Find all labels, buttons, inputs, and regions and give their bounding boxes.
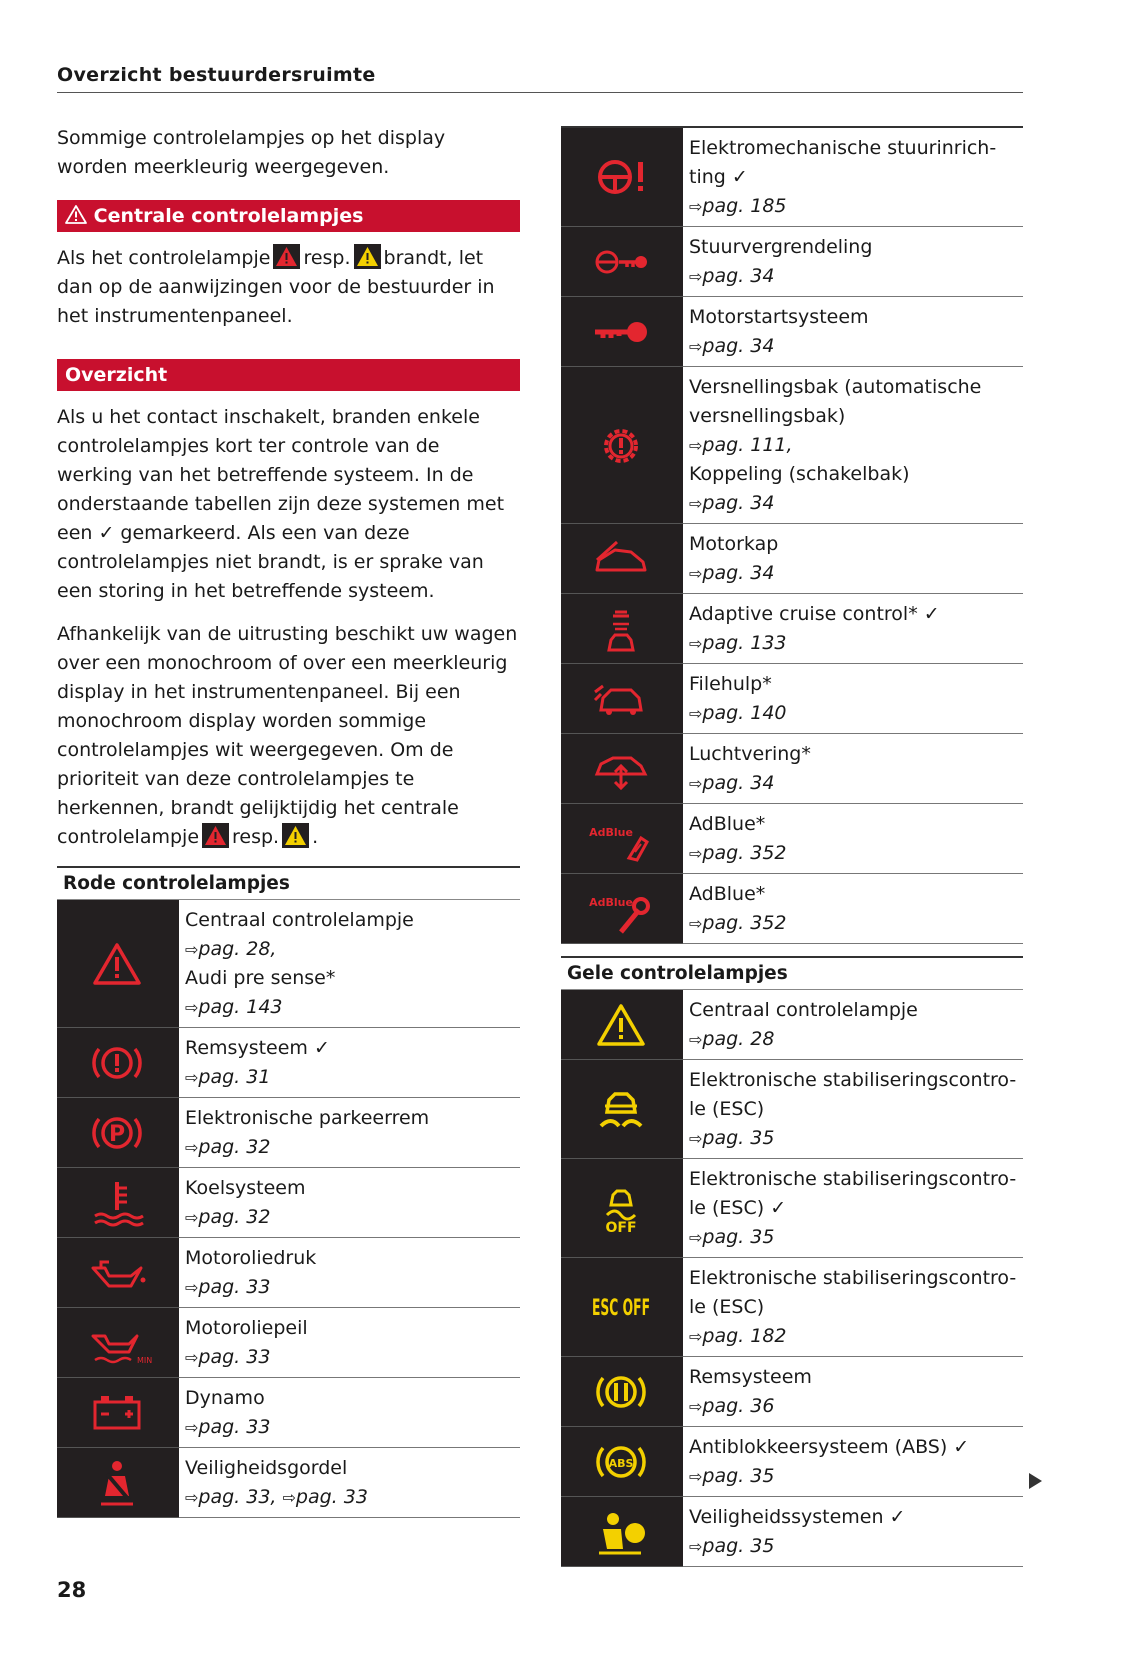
lamp-icon-cell: [57, 1378, 179, 1448]
lamp-icon-cell: [561, 524, 683, 594]
icon-label: AdBlue: [589, 895, 633, 909]
lamp-label: versnellingsbak): [689, 405, 846, 427]
lamp-row: [561, 664, 1023, 734]
lamp-label: Remsysteem: [689, 1366, 812, 1388]
yellow-lamps-title: Gele controlelampjes: [561, 956, 1023, 990]
lamp-row: [561, 1258, 1023, 1357]
lamp-icon-cell: [57, 1238, 179, 1308]
oil-pressure-icon: [87, 1246, 149, 1300]
lamp-label: Veiligheidsgordel: [185, 1457, 348, 1479]
page-reference-link[interactable]: ⇨pag. 35: [689, 1465, 775, 1487]
page-number: 28: [57, 1578, 87, 1602]
lamp-row: [57, 1308, 520, 1378]
svg-text:P: P: [108, 1121, 126, 1147]
arrow-right-icon: ⇨: [689, 844, 703, 863]
parking-brake-icon: [87, 1106, 149, 1160]
lamp-icon-cell: [561, 297, 683, 367]
arrow-right-icon: ⇨: [185, 1488, 199, 1507]
lamp-label: Koppeling (schakelbak): [689, 463, 910, 485]
lamp-icon-cell: [57, 1028, 179, 1098]
lamp-row: [561, 1060, 1023, 1159]
overview-text-part: resp.: [232, 826, 280, 848]
yellow-warning-inline-icon: [354, 244, 381, 269]
lamp-row: [561, 367, 1023, 524]
lamp-icon-cell: [561, 227, 683, 297]
lamp-label: Koelsysteem: [185, 1177, 306, 1199]
page-reference-link[interactable]: ⇨pag. 34: [689, 335, 775, 357]
page-reference-link[interactable]: ⇨pag. 34: [689, 562, 775, 584]
lamp-icon-cell: [57, 900, 179, 1028]
lamp-description: [683, 804, 1023, 874]
lamp-description: [179, 900, 520, 1028]
lamp-icon-cell: [57, 1308, 179, 1378]
arrow-right-icon: ⇨: [689, 1537, 703, 1556]
lamp-row: [561, 594, 1023, 664]
lamp-icon-cell: [57, 1168, 179, 1238]
svg-text:MIN: MIN: [137, 1355, 153, 1365]
header-rule: [57, 92, 1023, 93]
page-reference-link[interactable]: ⇨pag. 32: [185, 1136, 271, 1158]
page-reference-link[interactable]: ⇨pag. 28: [689, 1028, 775, 1050]
lamp-icon-cell: [561, 1258, 683, 1357]
lamp-row: [561, 804, 1023, 874]
lamp-row: [57, 1448, 520, 1518]
steering-fault-icon: [591, 150, 653, 204]
arrow-right-icon: ⇨: [689, 197, 703, 216]
lamp-label: Versnellingsbak (automatische: [689, 376, 982, 398]
overview-text-part: .: [312, 826, 319, 848]
page-reference-link[interactable]: ⇨pag. 143: [185, 996, 283, 1018]
arrow-right-icon: ⇨: [282, 1488, 296, 1507]
arrow-right-icon: ⇨: [689, 436, 703, 455]
left-column: [57, 124, 520, 1518]
arrow-right-icon: ⇨: [689, 564, 703, 583]
overview-paragraph-2: [57, 620, 520, 852]
lamp-row: [561, 297, 1023, 367]
lamp-label: Elektronische stabiliseringscontro-: [689, 1168, 1017, 1190]
page-reference-link[interactable]: ⇨pag. 31: [185, 1066, 271, 1088]
icon-label: AdBlue: [589, 825, 633, 839]
lamp-label: AdBlue*: [689, 813, 766, 835]
lamp-icon-cell: [561, 594, 683, 664]
red-lamps-table: [57, 900, 520, 1518]
adblue-pump-icon: [591, 812, 653, 866]
arrow-right-icon: ⇨: [185, 1138, 199, 1157]
page-reference-link[interactable]: ⇨pag. 35: [689, 1127, 775, 1149]
arrow-right-icon: ⇨: [185, 1208, 199, 1227]
gearbox-icon: [591, 418, 653, 472]
lamp-description: [683, 127, 1023, 227]
lamp-label: Remsysteem ✓: [185, 1037, 330, 1059]
lamp-row: [57, 1238, 520, 1308]
lamp-icon-cell: [561, 874, 683, 944]
esc-icon: [591, 1082, 653, 1136]
lamp-label: Motorkap: [689, 533, 779, 555]
warning-triangle-yellow-icon: [591, 998, 653, 1052]
arrow-right-icon: ⇨: [689, 1467, 703, 1486]
page-reference-link[interactable]: ⇨pag. 34: [689, 492, 775, 514]
lamp-row: [561, 874, 1023, 944]
page-reference-link[interactable]: ⇨pag. 28,: [185, 938, 277, 960]
warning-triangle-icon: [65, 205, 87, 224]
lamp-icon-cell: [561, 1357, 683, 1427]
arrow-right-icon: ⇨: [185, 1278, 199, 1297]
arrow-right-icon: ⇨: [185, 940, 199, 959]
lamp-label: Elektronische stabiliseringscontro-: [689, 1267, 1017, 1289]
arrow-right-icon: ⇨: [185, 1348, 199, 1367]
lamp-description: [683, 1357, 1023, 1427]
lamp-row: [561, 734, 1023, 804]
lamp-label: Filehulp*: [689, 673, 772, 695]
lamp-row: [561, 227, 1023, 297]
lamp-description: [179, 1028, 520, 1098]
lamp-description: [179, 1378, 520, 1448]
adaptive-cruise-icon: [591, 602, 653, 656]
arrow-right-icon: ⇨: [185, 1418, 199, 1437]
lamp-label: Elektronische stabiliseringscontro-: [689, 1069, 1017, 1091]
lamp-description: [683, 990, 1023, 1060]
yellow-lamps-table: [561, 990, 1023, 1567]
lamp-description: [179, 1098, 520, 1168]
lamp-label: Motoroliedruk: [185, 1247, 317, 1269]
brake-system-icon: [87, 1036, 149, 1090]
seatbelt-icon: [87, 1456, 149, 1510]
overview-title: Overzicht: [65, 364, 168, 386]
page-reference-link[interactable]: ⇨pag. 36: [689, 1395, 775, 1417]
lamp-row: [561, 990, 1023, 1060]
lamp-icon-cell: [57, 1448, 179, 1518]
arrow-right-icon: ⇨: [689, 914, 703, 933]
lamp-label: Adaptive cruise control* ✓: [689, 603, 940, 625]
lamp-label: Motorstartsysteem: [689, 306, 869, 328]
lamp-icon-cell: [561, 990, 683, 1060]
page-reference-link[interactable]: ⇨pag. 352: [689, 912, 787, 934]
lamp-icon-cell: [561, 127, 683, 227]
abs-icon: [591, 1435, 653, 1489]
lamp-label: Elektronische parkeerrem: [185, 1107, 430, 1129]
page-reference-link[interactable]: ⇨pag. 33: [185, 1416, 271, 1438]
lamp-label: Centraal controlelampje: [689, 999, 918, 1021]
warning-box-header: [57, 200, 520, 232]
red-lamps-title: Rode controlelampjes: [57, 866, 520, 900]
coolant-icon: [87, 1176, 149, 1230]
arrow-right-icon: ⇨: [689, 1397, 703, 1416]
lamp-description: [683, 594, 1023, 664]
lamp-description: [683, 297, 1023, 367]
arrow-right-icon: ⇨: [689, 774, 703, 793]
icon-label: ESC OFF: [592, 1296, 650, 1321]
lamp-description: [683, 1060, 1023, 1159]
lamp-label: Veiligheidssystemen ✓: [689, 1506, 906, 1528]
lamp-label: Audi pre sense*: [185, 967, 336, 989]
adblue-wrench-icon: [591, 882, 653, 936]
page-title: Overzicht bestuurdersruimte: [57, 64, 376, 86]
svg-text:ABS: ABS: [608, 1456, 634, 1470]
lamp-description: [683, 1258, 1023, 1357]
page-reference-link[interactable]: ⇨pag. 33, ⇨pag. 33: [185, 1486, 368, 1508]
warning-triangle-icon: [87, 937, 149, 991]
lamp-description: [683, 874, 1023, 944]
icon-label: OFF: [605, 1220, 637, 1236]
red-lamps-table-continued: [561, 126, 1023, 944]
lamp-label: Elektromechanische stuurinrich-: [689, 137, 997, 159]
hood-icon: [591, 532, 653, 586]
lamp-description: [179, 1448, 520, 1518]
intro-text: Sommige controlelampjes op het display worden meerkleurig weergegeven.: [57, 127, 446, 178]
page-reference-link[interactable]: ⇨pag. 182: [689, 1325, 787, 1347]
lamp-description: [683, 227, 1023, 297]
lamp-row: [57, 1028, 520, 1098]
lamp-row: [561, 524, 1023, 594]
arrow-right-icon: ⇨: [689, 1228, 703, 1247]
oil-level-icon: [87, 1316, 153, 1370]
arrow-right-icon: ⇨: [689, 704, 703, 723]
arrow-right-icon: ⇨: [185, 998, 199, 1017]
brake-pad-icon: [591, 1365, 653, 1419]
lamp-icon-cell: [561, 1497, 683, 1567]
lamp-row: [57, 1098, 520, 1168]
steering-lock-icon: [591, 235, 653, 289]
battery-icon: [87, 1386, 149, 1440]
lamp-icon-cell: [561, 1060, 683, 1159]
lamp-description: [683, 734, 1023, 804]
lamp-row: [57, 1168, 520, 1238]
lamp-label: ting ✓: [689, 166, 748, 188]
lamp-label: le (ESC): [689, 1098, 765, 1120]
next-page-arrow-icon: [1029, 1473, 1042, 1489]
lamp-label: Dynamo: [185, 1387, 265, 1409]
page-reference-link[interactable]: ⇨pag. 32: [185, 1206, 271, 1228]
page-reference-link[interactable]: ⇨pag. 185: [689, 195, 787, 217]
page-reference-link[interactable]: ⇨pag. 34: [689, 265, 775, 287]
lamp-icon-cell: [561, 1427, 683, 1497]
overview-text-part: Afhankelijk van de uitrusting beschikt uw wagen over een monochroom of over een meerkleurig display in het instrumentenpaneel. Bij een monochroom display worden sommige controlelampjes wit weergegeven. Om de prioriteit van deze controlelampjes te herkennen, brandt gelijktijdig het centrale controlelampje: [57, 623, 518, 848]
lamp-icon-cell: [561, 734, 683, 804]
lamp-label: Centraal controlelampje: [185, 909, 414, 931]
arrow-right-icon: ⇨: [689, 337, 703, 356]
lamp-label: Antiblokkeersysteem (ABS) ✓: [689, 1436, 970, 1458]
lamp-description: [683, 1159, 1023, 1258]
lamp-row: [561, 127, 1023, 227]
warning-text-part: brandt, let dan op de aanwijzingen voor de bestuurder in het instrumentenpaneel.: [57, 247, 495, 327]
lamp-description: [683, 664, 1023, 734]
warning-text-part: Als het controlelampje: [57, 247, 271, 269]
lamp-description: [179, 1168, 520, 1238]
page-reference-link[interactable]: ⇨pag. 34: [689, 772, 775, 794]
lamp-label: Luchtvering*: [689, 743, 811, 765]
lamp-description: [683, 367, 1023, 524]
lamp-row: [57, 1378, 520, 1448]
page-reference-link[interactable]: ⇨pag. 352: [689, 842, 787, 864]
lamp-icon-cell: [561, 664, 683, 734]
lamp-row: [561, 1159, 1023, 1258]
lamp-icon-cell: [561, 1159, 683, 1258]
air-suspension-icon: [591, 742, 653, 796]
arrow-right-icon: ⇨: [689, 634, 703, 653]
lamp-row: [57, 900, 520, 1028]
lamp-row: [561, 1497, 1023, 1567]
overview-paragraph-1: Als u het contact inschakelt, branden enkele controlelampjes kort ter controle van de werking van het betreffende systeem. In de onderstaande tabellen zijn deze systemen met een ✓ gemarkeerd. Als een van deze controlelampjes niet brandt, is er sprake van een storing in het betreffende systeem.: [57, 406, 505, 602]
lamp-icon-cell: [561, 367, 683, 524]
red-warning-inline-icon: [273, 244, 300, 269]
lamp-label: le (ESC) ✓: [689, 1197, 787, 1219]
page-reference-link[interactable]: ⇨pag. 140: [689, 702, 787, 724]
warning-box-text: [57, 244, 520, 331]
page-reference-link[interactable]: ⇨pag. 35: [689, 1226, 775, 1248]
lamp-icon-cell: [57, 1098, 179, 1168]
lamp-description: [683, 524, 1023, 594]
yellow-warning-inline-icon: [282, 823, 309, 848]
page-header: [57, 64, 1023, 93]
page-reference-link[interactable]: ⇨pag. 35: [689, 1535, 775, 1557]
arrow-right-icon: ⇨: [689, 1030, 703, 1049]
esc-off-icon: [591, 1181, 653, 1235]
arrow-right-icon: ⇨: [689, 1327, 703, 1346]
arrow-right-icon: ⇨: [689, 494, 703, 513]
lamp-label: Stuurvergrendeling: [689, 236, 873, 258]
lamp-label: le (ESC): [689, 1296, 765, 1318]
lamp-label: Motoroliepeil: [185, 1317, 308, 1339]
arrow-right-icon: ⇨: [185, 1068, 199, 1087]
lamp-description: [683, 1427, 1023, 1497]
overview-header: [57, 359, 520, 391]
page-reference-link[interactable]: ⇨pag. 33: [185, 1276, 271, 1298]
warning-text-part: resp.: [303, 247, 351, 269]
lamp-description: [179, 1308, 520, 1378]
lamp-icon-cell: [561, 804, 683, 874]
airbag-icon: [591, 1505, 653, 1559]
lamp-description: [179, 1238, 520, 1308]
page-reference-link[interactable]: ⇨pag. 33: [185, 1346, 271, 1368]
key-icon: [591, 305, 653, 359]
arrow-right-icon: ⇨: [689, 1129, 703, 1148]
arrow-right-icon: ⇨: [689, 267, 703, 286]
lamp-row: [561, 1427, 1023, 1497]
lamp-label: AdBlue*: [689, 883, 766, 905]
lamp-row: [561, 1357, 1023, 1427]
red-warning-inline-icon: [202, 823, 229, 848]
right-column: [561, 126, 1023, 1567]
lamp-description: [683, 1497, 1023, 1567]
page-reference-link[interactable]: ⇨pag. 133: [689, 632, 787, 654]
page-reference-link[interactable]: ⇨pag. 111,: [689, 434, 793, 456]
esc-off-text-icon: [591, 1280, 653, 1334]
warning-box-title: Centrale controlelampjes: [93, 205, 364, 227]
traffic-jam-assist-icon: [591, 672, 653, 726]
